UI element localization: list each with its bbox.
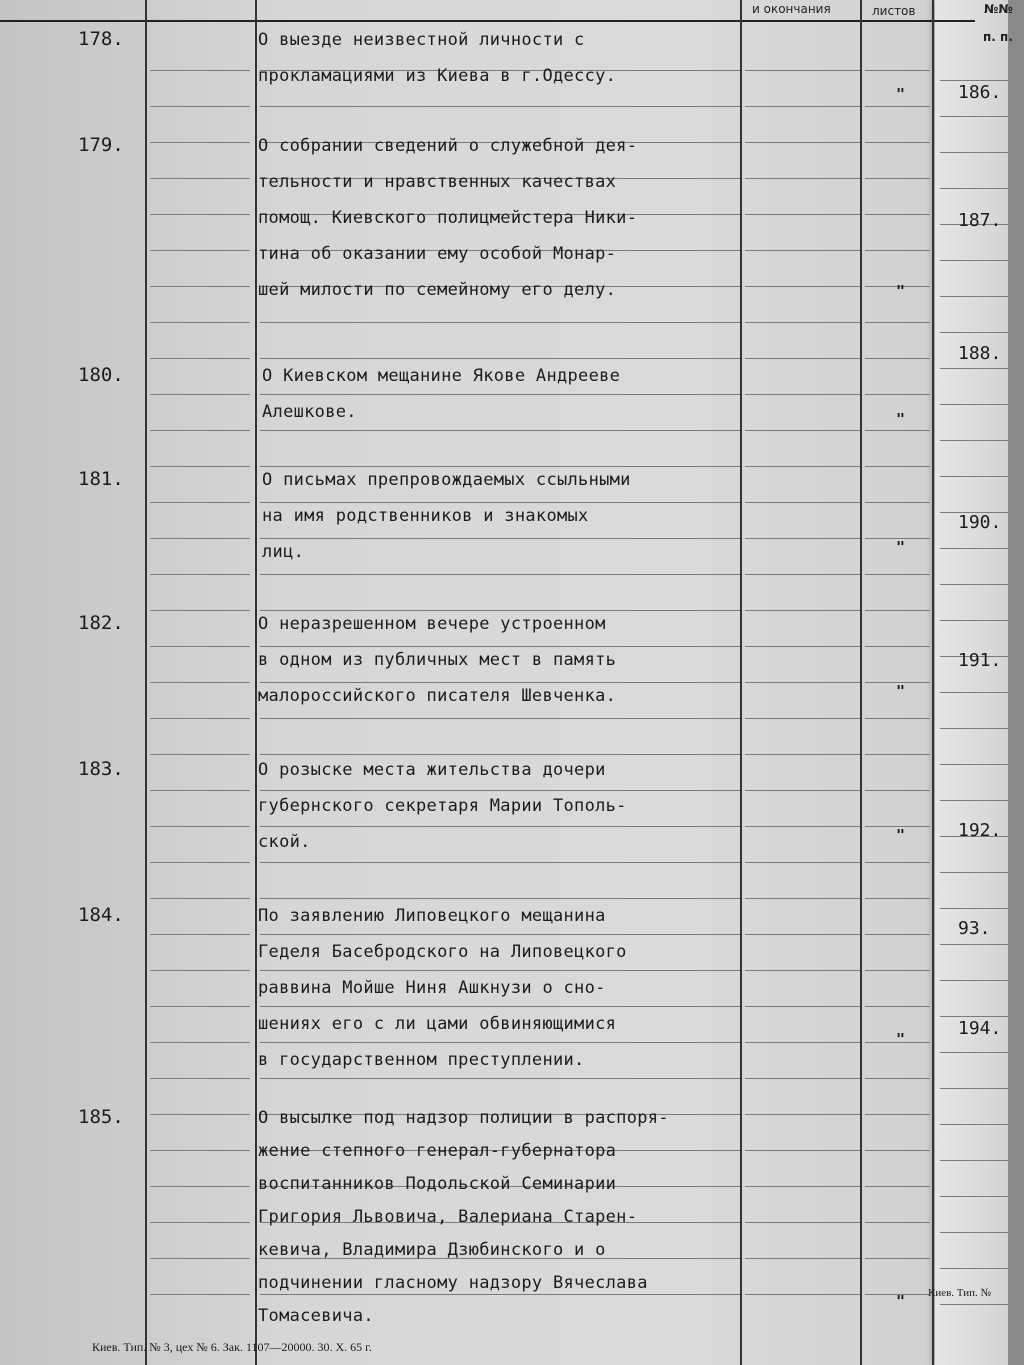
ruled-line [150, 142, 250, 143]
ruled-line [865, 394, 930, 395]
sheets-ditto-mark: " [896, 826, 906, 844]
ruled-line [865, 610, 930, 611]
ruled-line [150, 286, 250, 287]
ruled-line [940, 1268, 1008, 1269]
entry-text-line: шениях его с ли цами обвиняющимися [258, 1014, 617, 1034]
ruled-line [150, 502, 250, 503]
ruled-line [150, 1078, 250, 1079]
ruled-line [940, 440, 1008, 441]
ruled-line [260, 430, 740, 431]
ruled-line [865, 934, 930, 935]
ruled-line [150, 466, 250, 467]
ruled-line [940, 944, 1008, 945]
entry-text-line: на имя родственников и знакомых [262, 506, 589, 526]
right-page-number: 187. [958, 210, 1002, 231]
column-divider [255, 0, 257, 1365]
sheets-ditto-mark: " [896, 538, 906, 556]
entry-text-line: воспитанников Подольской Семинарии [258, 1174, 617, 1194]
ruled-line [865, 790, 930, 791]
ruled-line [865, 70, 930, 71]
ruled-line [150, 1186, 250, 1187]
ruled-line [865, 250, 930, 251]
ruled-line [150, 1258, 250, 1259]
entry-text-line: в государственном преступлении. [258, 1050, 585, 1070]
ruled-line [865, 718, 930, 719]
ruled-line [865, 862, 930, 863]
ruled-line [940, 116, 1008, 117]
entry-text-line: тельности и нравственных качествах [258, 172, 617, 192]
ruled-line [150, 862, 250, 863]
entry-text-line: О выезде неизвестной личности с [258, 30, 585, 50]
ruled-line [940, 188, 1008, 189]
ruled-line [940, 692, 1008, 693]
entry-text-line: ской. [258, 832, 311, 852]
printer-footer: Киев. Тип. № 3, цех № 6. Зак. 1107—20000. 30. X. 65 г. [92, 1340, 372, 1354]
ruled-line [865, 502, 930, 503]
ruled-line [940, 260, 1008, 261]
ruled-line [260, 322, 740, 323]
entry-text-line: тина об оказании ему особой Монар- [258, 244, 617, 264]
ruled-line [745, 718, 860, 719]
ruled-line [865, 430, 930, 431]
entry-number: 180. [78, 364, 124, 386]
entry-text-line: в одном из публичных мест в память [258, 650, 617, 670]
right-page-number: 190. [958, 512, 1002, 533]
ruled-line [745, 1078, 860, 1079]
ruled-line [940, 1124, 1008, 1125]
ruled-line [150, 394, 250, 395]
right-page-number: 194. [958, 1018, 1002, 1039]
entry-text-line: Алешкове. [262, 402, 357, 422]
ruled-line [865, 1006, 930, 1007]
ruled-line [150, 898, 250, 899]
ruled-line [865, 646, 930, 647]
ruled-line [940, 728, 1008, 729]
entry-number: 181. [78, 468, 124, 490]
ruled-line [940, 1052, 1008, 1053]
ruled-line [940, 548, 1008, 549]
right-page-number: 188. [958, 343, 1002, 364]
ruled-line [150, 250, 250, 251]
entry-text-line: Григория Львовича, Валериана Старен- [258, 1207, 638, 1227]
entry-text-line: помощ. Киевского полицмейстера Ники- [258, 208, 638, 228]
entry-number: 178. [78, 28, 124, 50]
ruled-line [150, 790, 250, 791]
ruled-line [940, 1196, 1008, 1197]
ruled-line [150, 970, 250, 971]
ruled-line [940, 1160, 1008, 1161]
ruled-line [940, 620, 1008, 621]
ruled-line [940, 152, 1008, 153]
ruled-line [150, 718, 250, 719]
entry-text-line: О собрании сведений о служебной дея- [258, 136, 638, 156]
ruled-line [940, 296, 1008, 297]
ruled-line [940, 1232, 1008, 1233]
ruled-line [865, 358, 930, 359]
ruled-line [865, 754, 930, 755]
entry-text-line: прокламациями из Киева в г.Одессу. [258, 66, 617, 86]
header-sheets: листов [872, 4, 916, 18]
ruled-line [150, 1042, 250, 1043]
ruled-line [150, 826, 250, 827]
sheets-ditto-mark: " [896, 1292, 906, 1310]
entry-text-line: По заявлению Липовецкого мещанина [258, 906, 606, 926]
sheets-ditto-mark: " [896, 1030, 906, 1048]
entry-text-line: О письмах препровождаемых ссыльными [262, 470, 631, 490]
entry-text-line: О неразрешенном вечере устроенном [258, 614, 606, 634]
ruled-line [150, 1294, 250, 1295]
entry-text-line: О розыске места жительства дочери [258, 760, 606, 780]
sheets-ditto-mark: " [896, 682, 906, 700]
ruled-line [865, 898, 930, 899]
right-page-number: 186. [958, 82, 1002, 103]
ruled-line [940, 1016, 1008, 1017]
ruled-line [865, 1222, 930, 1223]
header-right-num: №№ [984, 2, 1013, 16]
entry-text-line: губернского секретаря Марии Тополь- [258, 796, 627, 816]
ruled-line [150, 322, 250, 323]
right-page-number: 93. [958, 918, 991, 939]
ruled-line [865, 142, 930, 143]
entry-text-line: лиц. [262, 542, 305, 562]
column-divider [145, 0, 147, 1365]
ruled-line [260, 106, 740, 107]
ruled-line [745, 574, 860, 575]
ruled-line [150, 358, 250, 359]
column-divider [860, 0, 862, 1365]
ruled-line [865, 1078, 930, 1079]
ruled-line [260, 574, 740, 575]
ruled-line [940, 368, 1008, 369]
ruled-line [940, 332, 1008, 333]
sheets-ditto-mark: " [896, 85, 906, 103]
ruled-line [150, 430, 250, 431]
ruled-line [865, 106, 930, 107]
entry-text-line: О Киевском мещанине Якове Андрееве [262, 366, 621, 386]
entry-number: 179. [78, 134, 124, 156]
column-divider [932, 0, 934, 1365]
ruled-line [150, 610, 250, 611]
ruled-line [865, 466, 930, 467]
ruled-line [150, 1150, 250, 1151]
ruled-line [865, 1258, 930, 1259]
ruled-line [745, 106, 860, 107]
ruled-line [940, 404, 1008, 405]
ruled-line [865, 1150, 930, 1151]
ruled-line [940, 476, 1008, 477]
ruled-line [260, 862, 740, 863]
ruled-line [865, 574, 930, 575]
entry-text-line: О высылке под надзор полиции в распоря- [258, 1108, 669, 1128]
right-page-footer: Киев. Тип. № [928, 1287, 992, 1299]
ruled-line [150, 106, 250, 107]
ruled-line [865, 1114, 930, 1115]
entry-text-line: кевича, Владимира Дзюбинского и о [258, 1240, 606, 1260]
ruled-line [865, 178, 930, 179]
ruled-line [150, 178, 250, 179]
entry-number: 183. [78, 758, 124, 780]
ruled-line [150, 754, 250, 755]
ruled-line [940, 584, 1008, 585]
right-page-number: 191. [958, 650, 1002, 671]
ruled-line [940, 908, 1008, 909]
ruled-line [940, 764, 1008, 765]
entry-number: 184. [78, 904, 124, 926]
ruled-line [150, 682, 250, 683]
ruled-line [150, 214, 250, 215]
ruled-line [940, 872, 1008, 873]
ruled-line [260, 718, 740, 719]
entry-text-line: подчинении гласному надзору Вячеслава [258, 1273, 648, 1293]
ruled-line [150, 70, 250, 71]
ruled-line [150, 1006, 250, 1007]
entry-text-line: раввина Мойше Ниня Ашкнузи о сно- [258, 978, 606, 998]
right-page-number: 192. [958, 820, 1002, 841]
ruled-line [745, 322, 860, 323]
ruled-line [150, 574, 250, 575]
page-binding-shadow [1008, 0, 1024, 1365]
ruled-line [865, 1186, 930, 1187]
entry-number: 182. [78, 612, 124, 634]
entry-text-line: малороссийского писателя Шевченка. [258, 686, 617, 706]
ruled-line [745, 862, 860, 863]
ruled-line [150, 1222, 250, 1223]
ruled-line [260, 1078, 740, 1079]
entry-text-line: шей милости по семейному его делу. [258, 280, 617, 300]
ruled-line [940, 1304, 1008, 1305]
header-right-pp: п. п. [983, 30, 1013, 44]
ruled-line [940, 800, 1008, 801]
entry-number: 185. [78, 1106, 124, 1128]
header-end-date: и окончания [752, 2, 831, 16]
ruled-line [865, 322, 930, 323]
ruled-line [150, 934, 250, 935]
entry-text-line: Томасевича. [258, 1306, 374, 1326]
entry-text-line: жение степного генерал-губернатора [258, 1141, 617, 1161]
ruled-line [150, 1114, 250, 1115]
ruled-line [940, 1088, 1008, 1089]
entry-text-line: Геделя Басебродского на Липовецкого [258, 942, 627, 962]
sheets-ditto-mark: " [896, 410, 906, 428]
sheets-ditto-mark: " [896, 282, 906, 300]
ruled-line [865, 214, 930, 215]
ruled-line [150, 538, 250, 539]
ruled-line [940, 80, 1008, 81]
ruled-line [940, 980, 1008, 981]
ruled-line [745, 430, 860, 431]
ruled-line [150, 646, 250, 647]
ruled-line [865, 970, 930, 971]
